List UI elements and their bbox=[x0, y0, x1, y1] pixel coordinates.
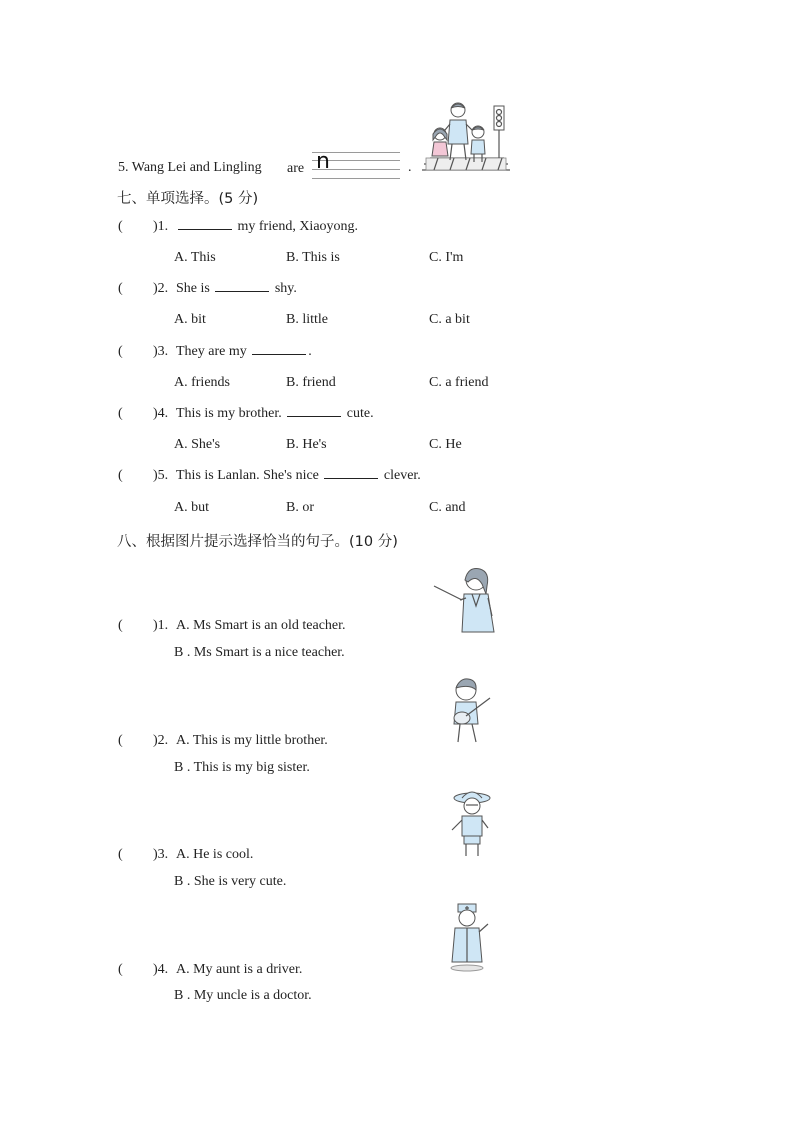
s8-q3-number: )3. bbox=[153, 847, 169, 862]
s7-q1-option-c[interactable]: C. I'm bbox=[429, 250, 464, 265]
s7-q3-option-a[interactable]: A. friends bbox=[174, 375, 230, 390]
doctor-illustration bbox=[446, 902, 492, 972]
blank bbox=[252, 353, 306, 355]
s7-q4-option-a[interactable]: A. She's bbox=[174, 437, 221, 452]
answer-paren[interactable]: ( bbox=[118, 468, 123, 483]
s8-q4-number: )4. bbox=[153, 962, 169, 977]
s7-q4-after: cute. bbox=[346, 406, 374, 421]
s7-q2-option-a[interactable]: A. bit bbox=[174, 312, 206, 327]
answer-paren[interactable]: ( bbox=[118, 733, 123, 748]
s8-q3-option-b[interactable]: B . She is very cute. bbox=[174, 874, 287, 889]
answer-paren[interactable]: ( bbox=[118, 618, 123, 633]
s7-q4-before: This is my brother. bbox=[176, 406, 282, 421]
q5-end-period: . bbox=[408, 160, 412, 175]
s7-q1-number: )1. bbox=[153, 219, 169, 234]
s7-question-2 bbox=[118, 281, 297, 297]
boy-guitar-illustration bbox=[446, 676, 494, 746]
s7-q3-before: They are my bbox=[176, 344, 247, 359]
s7-q5-number: )5. bbox=[153, 468, 169, 483]
answer-paren[interactable]: ( bbox=[118, 281, 123, 296]
s7-q5-after: clever. bbox=[383, 468, 421, 483]
s7-q1-option-a[interactable]: A. This bbox=[174, 250, 216, 265]
teacher-pointer-illustration bbox=[432, 566, 498, 634]
s7-q3-after: . bbox=[308, 344, 312, 359]
s8-q1-option-b[interactable]: B . Ms Smart is a nice teacher. bbox=[174, 645, 345, 660]
s8-q2-option-b[interactable]: B . This is my big sister. bbox=[174, 760, 310, 775]
s7-q4-option-c[interactable]: C. He bbox=[429, 437, 462, 452]
q5-prefix: 5. Wang Lei and Lingling bbox=[118, 160, 262, 175]
s7-q5-option-b[interactable]: B. or bbox=[286, 500, 314, 515]
s7-question-1 bbox=[118, 219, 359, 235]
s7-q3-option-b[interactable]: B. friend bbox=[286, 375, 336, 390]
s8-q2-option-a[interactable]: A. This is my little brother. bbox=[176, 733, 328, 748]
s8-question-3 bbox=[118, 847, 254, 863]
blank bbox=[215, 290, 269, 292]
answer-paren[interactable]: ( bbox=[118, 219, 123, 234]
blank bbox=[324, 477, 378, 479]
s7-q5-option-c[interactable]: C. and bbox=[429, 500, 466, 515]
blank bbox=[178, 228, 232, 230]
section7-title: 七、单项选择。(5 分) bbox=[117, 191, 259, 207]
answer-paren[interactable]: ( bbox=[118, 962, 123, 977]
s8-q4-option-a[interactable]: A. My aunt is a driver. bbox=[176, 962, 303, 977]
s7-question-5 bbox=[118, 468, 421, 484]
s7-q2-option-b[interactable]: B. little bbox=[286, 312, 328, 327]
s8-q2-number: )2. bbox=[153, 733, 169, 748]
section8-title: 八、根据图片提示选择恰当的句子。(10 分) bbox=[117, 534, 398, 550]
s7-q3-option-c[interactable]: C. a friend bbox=[429, 375, 489, 390]
s7-q2-number: )2. bbox=[153, 281, 169, 296]
q5-verb: are bbox=[287, 161, 305, 176]
answer-paren[interactable]: ( bbox=[118, 344, 123, 359]
answer-paren[interactable]: ( bbox=[118, 847, 123, 862]
s7-q4-option-b[interactable]: B. He's bbox=[286, 437, 327, 452]
blank bbox=[287, 415, 341, 417]
s7-q5-option-a[interactable]: A. but bbox=[174, 500, 209, 515]
s8-question-2 bbox=[118, 733, 328, 749]
s7-q1-option-b[interactable]: B. This is bbox=[286, 250, 340, 265]
crossing-road-illustration bbox=[420, 100, 512, 172]
s7-q2-after: shy. bbox=[274, 281, 297, 296]
boy-sunhat-illustration bbox=[446, 788, 496, 860]
s7-q1-after: my friend, Xiaoyong. bbox=[237, 219, 359, 234]
four-line-answer-field[interactable] bbox=[312, 149, 400, 180]
answer-paren[interactable]: ( bbox=[118, 406, 123, 421]
s8-question-1 bbox=[118, 618, 346, 634]
s7-q2-before: She is bbox=[176, 281, 210, 296]
s7-q4-number: )4. bbox=[153, 406, 169, 421]
s7-question-3 bbox=[118, 344, 312, 360]
s8-q1-option-a[interactable]: A. Ms Smart is an old teacher. bbox=[176, 618, 346, 633]
s8-question-4 bbox=[118, 962, 303, 978]
q5-answer-letter: n bbox=[316, 149, 330, 174]
s8-q4-option-b[interactable]: B . My uncle is a doctor. bbox=[174, 988, 312, 1003]
s7-q3-number: )3. bbox=[153, 344, 169, 359]
s7-q2-option-c[interactable]: C. a bit bbox=[429, 312, 470, 327]
s8-q1-number: )1. bbox=[153, 618, 169, 633]
s8-q3-option-a[interactable]: A. He is cool. bbox=[176, 847, 254, 862]
s7-question-4 bbox=[118, 406, 374, 422]
s7-q5-before: This is Lanlan. She's nice bbox=[176, 468, 319, 483]
